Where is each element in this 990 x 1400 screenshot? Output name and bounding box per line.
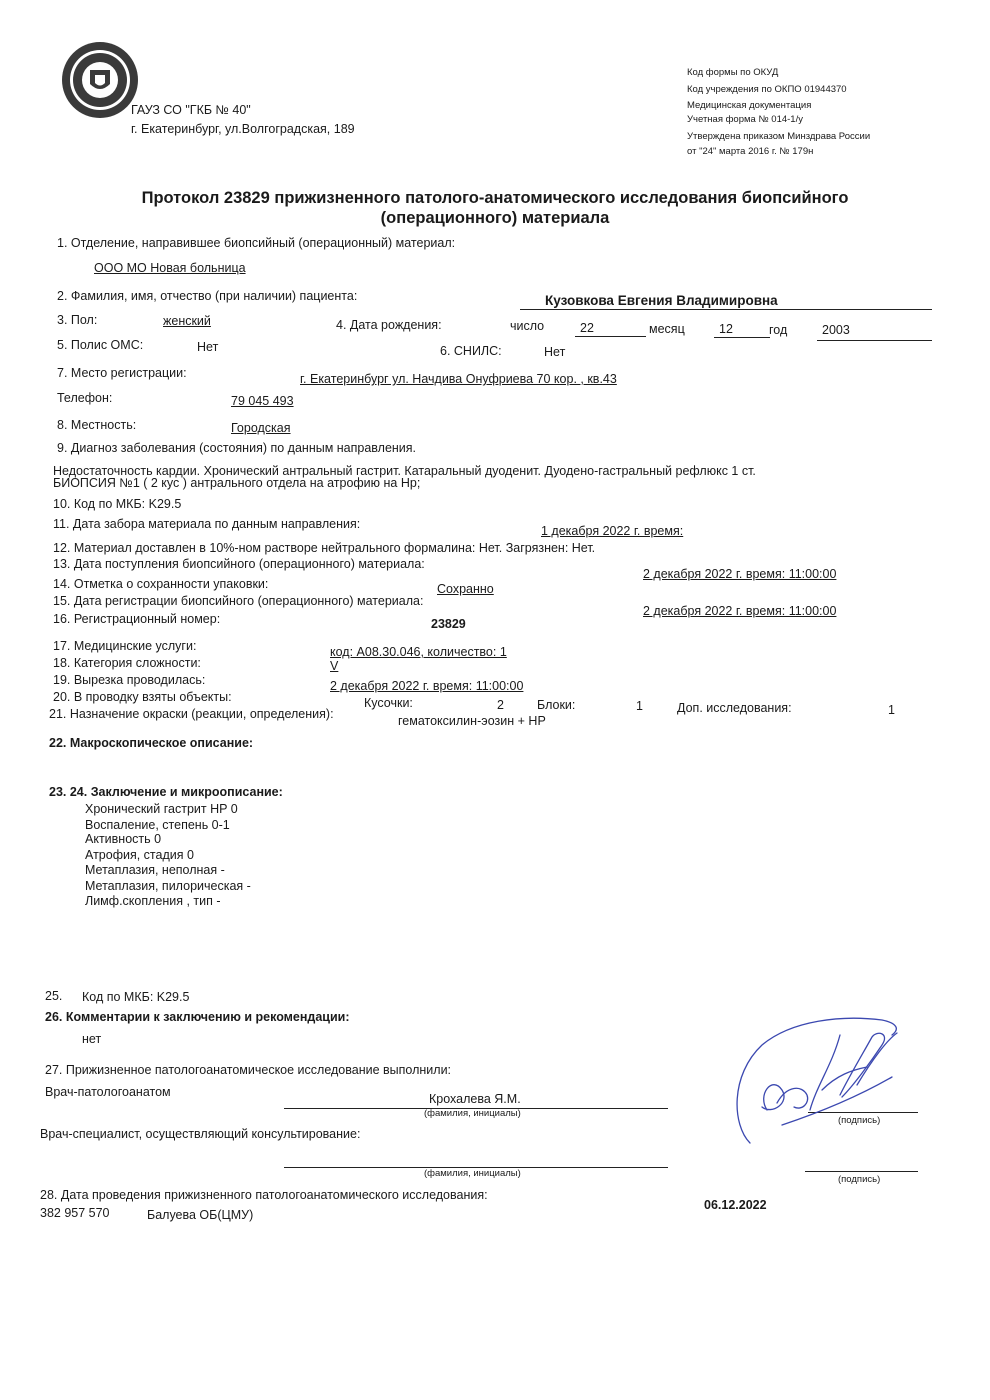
conclusion-line: Атрофия, стадия 0 — [85, 848, 194, 862]
conclusion-line: Активность 0 — [85, 832, 162, 846]
field-14-value: Сохранно — [437, 582, 494, 596]
pathologist-name: Крохалева Я.М. — [429, 1092, 521, 1106]
field-6-label: 6. СНИЛС: — [440, 344, 502, 358]
field-25-label: Код по МКБ: K29.5 — [82, 990, 190, 1004]
field-16-label: 16. Регистрационный номер: — [53, 612, 221, 626]
field-12-label: 12. Материал доставлен в 10%-ном растворе нейтрального формалина: Нет. Загрязнен: Нет. — [53, 541, 596, 555]
field-8-label: 8. Местность: — [57, 418, 137, 432]
pathologist-name-caption: (фамилия, инициалы) — [424, 1108, 521, 1119]
field-4-label: 4. Дата рождения: — [336, 318, 442, 332]
birth-year-value: 2003 — [822, 323, 850, 337]
field-27-label: 27. Прижизненное патологоанатомическое исследование выполнили: — [45, 1063, 452, 1077]
document-title-line2: (операционного) материала — [380, 209, 610, 227]
diagnosis-line2: БИОПСИЯ №1 ( 2 кус ) антрального отдела на атрофию на Hp; — [53, 476, 421, 490]
field-13-value: 2 декабря 2022 г. время: 11:00:00 — [643, 567, 837, 581]
form-okpo: Код учреждения по ОКПО 01944370 — [687, 84, 847, 95]
field-2-label: 2. Фамилия, имя, отчество (при наличии) пациента: — [57, 289, 358, 303]
consultant-signature-caption: (подпись) — [838, 1174, 881, 1185]
form-okud: Код формы по ОКУД — [687, 67, 779, 78]
field-26-value: нет — [82, 1032, 102, 1046]
blocks-label: Блоки: — [537, 698, 576, 712]
birth-day-underline — [575, 336, 646, 337]
field-23-24-label: 23. 24. Заключение и микроописание: — [49, 785, 283, 799]
field-26-label: 26. Комментарии к заключению и рекомендации: — [45, 1010, 350, 1024]
conclusion-line: Хронический гастрит HP 0 — [85, 802, 238, 816]
blocks-value: 1 — [636, 699, 643, 713]
field-16-value: 23829 — [431, 617, 466, 631]
birth-month-value: 12 — [719, 322, 733, 336]
birth-day-label: число — [510, 319, 545, 333]
field-18-value: V — [330, 659, 339, 673]
form-order-date: от "24" марта 2016 г. № 179н — [687, 146, 814, 157]
birth-month-label: месяц — [649, 322, 685, 336]
field-17-value: код: А08.30.046, количество: 1 — [330, 645, 507, 659]
field-5-value: Нет — [197, 340, 219, 354]
consultant-signature-line — [805, 1171, 918, 1172]
form-number: Учетная форма № 014-1/у — [687, 114, 803, 125]
field-11-value: 1 декабря 2022 г. время: — [541, 524, 684, 538]
field-11-label: 11. Дата забора материала по данным направления: — [53, 517, 361, 531]
org-address: г. Екатеринбург, ул.Волгоградская, 189 — [131, 122, 355, 136]
document-title-line1: Протокол 23829 прижизненного патолого-анатомического исследования биопсийного — [141, 189, 849, 207]
pieces-value: 2 — [497, 698, 504, 712]
hospital-seal-logo — [60, 40, 140, 120]
field-28-label: 28. Дата проведения прижизненного патологоанатомического исследования: — [40, 1188, 488, 1202]
field-19-value: 2 декабря 2022 г. время: 11:00:00 — [330, 679, 524, 693]
consultant-label: Врач-специалист, осуществляющий консультирование: — [40, 1127, 361, 1141]
field-14-label: 14. Отметка о сохранности упаковки: — [53, 577, 269, 591]
form-approved: Утверждена приказом Минздрава России — [687, 131, 871, 142]
field-8-value: Городская — [231, 421, 291, 435]
birth-year-underline — [817, 340, 932, 341]
field-22-label: 22. Макроскопическое описание: — [49, 736, 254, 750]
field-5-label: 5. Полис ОМС: — [57, 338, 144, 352]
pathologist-label: Врач-патологоанатом — [45, 1085, 171, 1099]
field-15-value: 2 декабря 2022 г. время: 11:00:00 — [643, 604, 837, 618]
field-13-label: 13. Дата поступления биопсийного (операционного) материала: — [53, 557, 425, 571]
conclusion-line: Воспаление, степень 0-1 — [85, 818, 230, 832]
field-1-value: ООО МО Новая больница — [94, 261, 246, 275]
field-17-label: 17. Медицинские услуги: — [53, 639, 197, 653]
diagnosis-line1: Недостаточность кардии. Хронический антральный гастрит. Катаральный дуоденит. Дуодено-гастральный рефлюкс 1 ст. — [53, 464, 756, 478]
pathologist-signature-caption: (подпись) — [838, 1115, 881, 1126]
phone-label: Телефон: — [57, 391, 113, 405]
field-1-label: 1. Отделение, направившее биопсийный (операционный) материал: — [57, 236, 456, 250]
field-9-label: 9. Диагноз заболевания (состояния) по данным направления. — [57, 441, 417, 455]
field-7-value: г. Екатеринбург ул. Начдива Онуфриева 70 кор. , кв.43 — [300, 372, 617, 386]
birth-month-underline — [714, 337, 770, 338]
patient-name-underline — [520, 309, 932, 310]
conclusion-line: Метаплазия, пилорическая - — [85, 879, 251, 893]
pieces-label: Кусочки: — [364, 696, 413, 710]
field-21-value: гематоксилин-эозин + HP — [398, 714, 546, 728]
field-15-label: 15. Дата регистрации биопсийного (операционного) материала: — [53, 594, 424, 608]
conclusion-line: Лимф.скопления , тип - — [85, 894, 221, 908]
phone-value: 79 045 493 — [231, 394, 294, 408]
footer-phone: 382 957 570 — [40, 1206, 110, 1220]
form-med-doc: Медицинская документация — [687, 100, 812, 111]
footer-name: Балуева ОБ(ЦМУ) — [147, 1208, 254, 1222]
extra-studies-label: Доп. исследования: — [677, 701, 792, 715]
field-7-label: 7. Место регистрации: — [57, 366, 187, 380]
consultant-name-caption: (фамилия, инициалы) — [424, 1168, 521, 1179]
field-21-label: 21. Назначение окраски (реакции, определения): — [49, 707, 334, 721]
signature-image — [722, 1015, 912, 1155]
field-10-label: 10. Код по МКБ: K29.5 — [53, 497, 182, 511]
field-25-number: 25. — [45, 989, 63, 1003]
field-3-label: 3. Пол: — [57, 313, 98, 327]
field-18-label: 18. Категория сложности: — [53, 656, 201, 670]
conclusion-line: Метаплазия, неполная - — [85, 863, 225, 877]
birth-day-value: 22 — [580, 321, 594, 335]
field-28-value: 06.12.2022 — [704, 1198, 767, 1212]
field-3-value: женский — [163, 314, 211, 328]
field-20-label: 20. В проводку взяты объекты: — [53, 690, 232, 704]
patient-name: Кузовкова Евгения Владимировна — [545, 293, 778, 308]
extra-studies-value: 1 — [888, 703, 895, 717]
field-19-label: 19. Вырезка проводилась: — [53, 673, 206, 687]
birth-year-label: год — [769, 323, 788, 337]
org-name: ГАУЗ СО "ГКБ № 40" — [131, 103, 251, 117]
field-6-value: Нет — [544, 345, 566, 359]
